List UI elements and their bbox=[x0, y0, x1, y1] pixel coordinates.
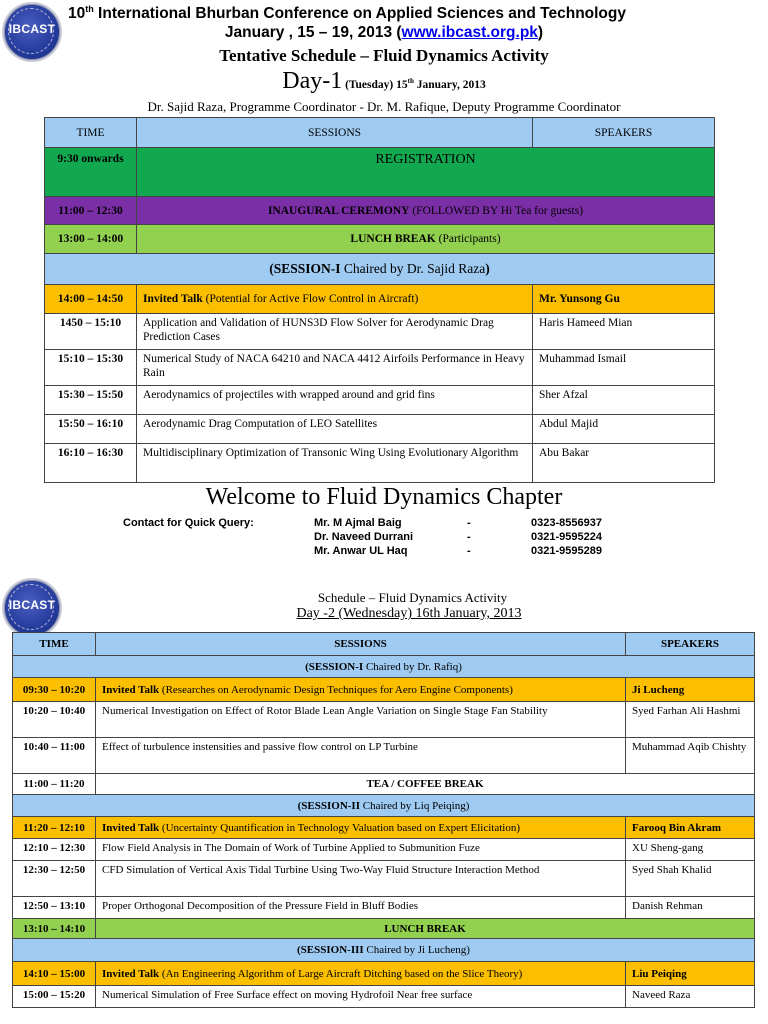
row-title: Application and Validation of HUNS3D Flow Solver for Aerodynamic Drag Prediction Cases bbox=[137, 314, 533, 350]
contact-phone: 0321-9595289 bbox=[531, 545, 602, 557]
day1-date bbox=[342, 79, 486, 91]
row-title: Aerodynamics of projectiles with wrapped around and grid fins bbox=[137, 386, 533, 415]
col-time-header: TIME bbox=[45, 118, 137, 148]
day2-header-row bbox=[13, 633, 755, 656]
contact-phone: 0321-9595224 bbox=[531, 531, 602, 543]
website-link[interactable]: www.ibcast.org.pk bbox=[401, 24, 538, 41]
tea-time: 11:00 – 11:20 bbox=[13, 774, 96, 795]
contact-spacer bbox=[123, 544, 314, 558]
invited-rest: (Uncertainty Quantification in Technology Valuation based on Expert Elicitation) bbox=[159, 821, 520, 834]
invited-title bbox=[137, 285, 533, 314]
lunch-label bbox=[137, 225, 715, 254]
contact-dash: - bbox=[467, 517, 471, 529]
day1-header-row bbox=[45, 118, 715, 148]
row-title: Effect of turbulence instensities and passive flow control on LP Turbine bbox=[96, 738, 626, 774]
row-time: 12:50 – 13:10 bbox=[13, 897, 96, 919]
contact-dash: - bbox=[467, 545, 471, 557]
row-time: 10:20 – 10:40 bbox=[13, 702, 96, 738]
row-title: CFD Simulation of Vertical Axis Tidal Turbine Using Two-Way Fluid Structure Interaction Method bbox=[96, 861, 626, 897]
contact-phone: 0323-8556937 bbox=[531, 517, 602, 529]
invited-bold: Invited Talk bbox=[102, 683, 160, 696]
contact-spacer bbox=[123, 530, 314, 544]
contact-row bbox=[123, 516, 602, 530]
conf-name: International Bhurban Conference on Applied Sciences and Technology bbox=[93, 5, 626, 23]
session-label bbox=[13, 795, 755, 817]
row-speaker: Naveed Raza bbox=[626, 986, 755, 1008]
contact-table bbox=[123, 516, 602, 558]
contact-row bbox=[123, 530, 602, 544]
table-row bbox=[13, 986, 755, 1008]
invited-bold: Invited Talk bbox=[143, 293, 203, 305]
day1-heading bbox=[0, 68, 768, 95]
table-row bbox=[13, 702, 755, 738]
invited-talk-row bbox=[13, 678, 755, 702]
tea-label: TEA / COFFEE BREAK bbox=[96, 774, 755, 795]
contact-label: Contact for Quick Query: bbox=[123, 517, 254, 529]
row-speaker: Syed Farhan Ali Hashmi bbox=[626, 702, 755, 738]
session2-row bbox=[13, 795, 755, 817]
session1-close: ) bbox=[485, 261, 490, 276]
invited-bold: Invited Talk bbox=[102, 821, 160, 834]
row-time: 15:30 – 15:50 bbox=[45, 386, 137, 415]
lunch-time: 13:00 – 14:00 bbox=[45, 225, 137, 254]
contact-dash: - bbox=[467, 531, 471, 543]
table-row bbox=[13, 839, 755, 861]
row-title: Aerodynamic Drag Computation of LEO Satellites bbox=[137, 415, 533, 444]
invited-bold: Invited Talk bbox=[102, 967, 160, 980]
row-title: Numerical Investigation on Effect of Rotor Blade Lean Angle Variation on Single Stage Fan Stability bbox=[96, 702, 626, 738]
session1-bold: (SESSION-I bbox=[269, 261, 341, 276]
row-title bbox=[96, 678, 626, 702]
row-time: 11:20 – 12:10 bbox=[13, 817, 96, 839]
day1-date-post: January, 2013 bbox=[413, 79, 486, 91]
session-label bbox=[13, 939, 755, 962]
session-rest: Chaired by Dr. Rafiq) bbox=[363, 660, 462, 673]
contact-name: Mr. M Ajmal Baig bbox=[314, 517, 402, 529]
row-speaker: Haris Hameed Mian bbox=[533, 314, 715, 350]
invited-talk-row bbox=[13, 962, 755, 986]
session-bold: (SESSION-I bbox=[305, 660, 364, 673]
table-row bbox=[13, 738, 755, 774]
day2-day: Day -2 (Wednesday) 16th January, 2013 bbox=[296, 606, 522, 621]
row-speaker: XU Sheng-gang bbox=[626, 839, 755, 861]
table-row bbox=[13, 861, 755, 897]
row-time: 09:30 – 10:20 bbox=[13, 678, 96, 702]
row-title: Numerical Study of NACA 64210 and NACA 4412 Airfoils Performance in Heavy Rain bbox=[137, 350, 533, 386]
registration-label: REGISTRATION bbox=[137, 148, 715, 197]
invited-rest: (Researches on Aerodynamic Design Techniques for Aero Engine Components) bbox=[159, 683, 513, 696]
lunch-bold: LUNCH BREAK bbox=[350, 233, 436, 245]
day2-schedule-table bbox=[12, 632, 755, 1008]
session1-row bbox=[45, 254, 715, 285]
invited-rest: (Potential for Active Flow Control in Aircraft) bbox=[202, 293, 419, 305]
session-bold: (SESSION-II bbox=[297, 799, 360, 812]
invited-rest: (An Engineering Algorithm of Large Aircraft Ditching based on the Slice Theory) bbox=[159, 967, 523, 980]
table-row bbox=[45, 386, 715, 415]
row-title: Flow Field Analysis in The Domain of Work of Turbine Applied to Submunition Fuze bbox=[96, 839, 626, 861]
row-time: 14:10 – 15:00 bbox=[13, 962, 96, 986]
row-title: Numerical Simulation of Free Surface effect on moving Hydrofoil Near free surface bbox=[96, 986, 626, 1008]
row-speaker: Abu Bakar bbox=[533, 444, 715, 483]
invited-talk-row bbox=[13, 817, 755, 839]
contact-name: Mr. Anwar UL Haq bbox=[314, 545, 408, 557]
conference-dates bbox=[0, 24, 768, 42]
lunch-label: LUNCH BREAK bbox=[96, 919, 755, 939]
coordinators: Dr. Sajid Raza, Programme Coordinator - Dr. M. Rafique, Deputy Programme Coordinator bbox=[147, 99, 621, 114]
table-row bbox=[45, 415, 715, 444]
conf-sup: th bbox=[85, 4, 94, 14]
session1-rest: Chaired by Dr. Sajid Raza bbox=[340, 261, 486, 276]
row-title bbox=[96, 817, 626, 839]
invited-speaker: Mr. Yunsong Gu bbox=[533, 285, 715, 314]
logo-text: IBCAST bbox=[8, 598, 56, 612]
row-time: 12:30 – 12:50 bbox=[13, 861, 96, 897]
row-time: 16:10 – 16:30 bbox=[45, 444, 137, 483]
registration-row bbox=[45, 148, 715, 197]
schedule-subtitle: Tentative Schedule – Fluid Dynamics Activity bbox=[219, 46, 549, 65]
row-time: 1450 – 15:10 bbox=[45, 314, 137, 350]
row-time: 15:10 – 15:30 bbox=[45, 350, 137, 386]
row-speaker: Abdul Majid bbox=[533, 415, 715, 444]
inaugural-rest: (FOLLOWED BY Hi Tea for guests) bbox=[409, 204, 584, 217]
row-speaker: Muhammad Aqib Chishty bbox=[626, 738, 755, 774]
row-time: 15:00 – 15:20 bbox=[13, 986, 96, 1008]
row-speaker: Liu Peiqing bbox=[626, 962, 755, 986]
day1-sup: th bbox=[407, 77, 414, 86]
table-row bbox=[45, 314, 715, 350]
col-sessions-header: SESSIONS bbox=[96, 633, 626, 656]
row-speaker: Syed Shah Khalid bbox=[626, 861, 755, 897]
dates-text: January , 15 – 19, 2013 ( bbox=[224, 24, 402, 41]
inaugural-time: 11:00 – 12:30 bbox=[45, 197, 137, 225]
welcome-heading: Welcome to Fluid Dynamics Chapter bbox=[205, 484, 563, 510]
lunch-time: 13:10 – 14:10 bbox=[13, 919, 96, 939]
row-title: Multidisciplinary Optimization of Transonic Wing Using Evolutionary Algorithm bbox=[137, 444, 533, 483]
logo-text: IBCAST bbox=[8, 22, 56, 36]
row-time: 15:50 – 16:10 bbox=[45, 415, 137, 444]
registration-time: 9:30 onwards bbox=[45, 148, 137, 197]
conference-title bbox=[68, 4, 708, 23]
col-speakers-header: SPEAKERS bbox=[626, 633, 755, 656]
lunch-rest: (Participants) bbox=[435, 233, 501, 245]
row-speaker: Muhammad Ismail bbox=[533, 350, 715, 386]
session-rest: Chaired by Ji Lucheng) bbox=[363, 944, 470, 956]
inaugural-bold: INAUGURAL CEREMONY bbox=[267, 204, 410, 217]
contact-row bbox=[123, 544, 602, 558]
day1-date-pre: (Tuesday) 15 bbox=[342, 79, 408, 91]
row-title: Proper Orthogonal Decomposition of the Pressure Field in Bluff Bodies bbox=[96, 897, 626, 919]
col-sessions-header: SESSIONS bbox=[137, 118, 533, 148]
contact-name: Dr. Naveed Durrani bbox=[314, 531, 414, 543]
row-time: 12:10 – 12:30 bbox=[13, 839, 96, 861]
row-speaker: Ji Lucheng bbox=[626, 678, 755, 702]
lunch-row bbox=[13, 919, 755, 939]
session-bold: (SESSION-III bbox=[297, 944, 364, 956]
day1-schedule-table bbox=[44, 117, 715, 483]
session1-label bbox=[45, 254, 715, 285]
day2-heading bbox=[0, 606, 768, 622]
tea-row bbox=[13, 774, 755, 795]
table-row bbox=[45, 350, 715, 386]
session-label bbox=[13, 656, 755, 678]
row-speaker: Danish Rehman bbox=[626, 897, 755, 919]
dates-close: ) bbox=[537, 24, 544, 41]
row-speaker: Sher Afzal bbox=[533, 386, 715, 415]
col-time-header: TIME bbox=[13, 633, 96, 656]
inaugural-label bbox=[137, 197, 715, 225]
day1-big: Day-1 bbox=[282, 68, 343, 94]
conf-number: 10 bbox=[68, 5, 86, 23]
day2-title: Schedule – Fluid Dynamics Activity bbox=[317, 590, 508, 605]
inaugural-row bbox=[45, 197, 715, 225]
session1-row bbox=[13, 656, 755, 678]
session-rest: Chaired by Liq Peiqing) bbox=[359, 799, 470, 812]
invited-talk-row bbox=[45, 285, 715, 314]
session3-row bbox=[13, 939, 755, 962]
col-speakers-header: SPEAKERS bbox=[533, 118, 715, 148]
invited-time: 14:00 – 14:50 bbox=[45, 285, 137, 314]
row-title bbox=[96, 962, 626, 986]
row-speaker: Farooq Bin Akram bbox=[626, 817, 755, 839]
table-row bbox=[13, 897, 755, 919]
table-row bbox=[45, 444, 715, 483]
lunch-row bbox=[45, 225, 715, 254]
row-time: 10:40 – 11:00 bbox=[13, 738, 96, 774]
